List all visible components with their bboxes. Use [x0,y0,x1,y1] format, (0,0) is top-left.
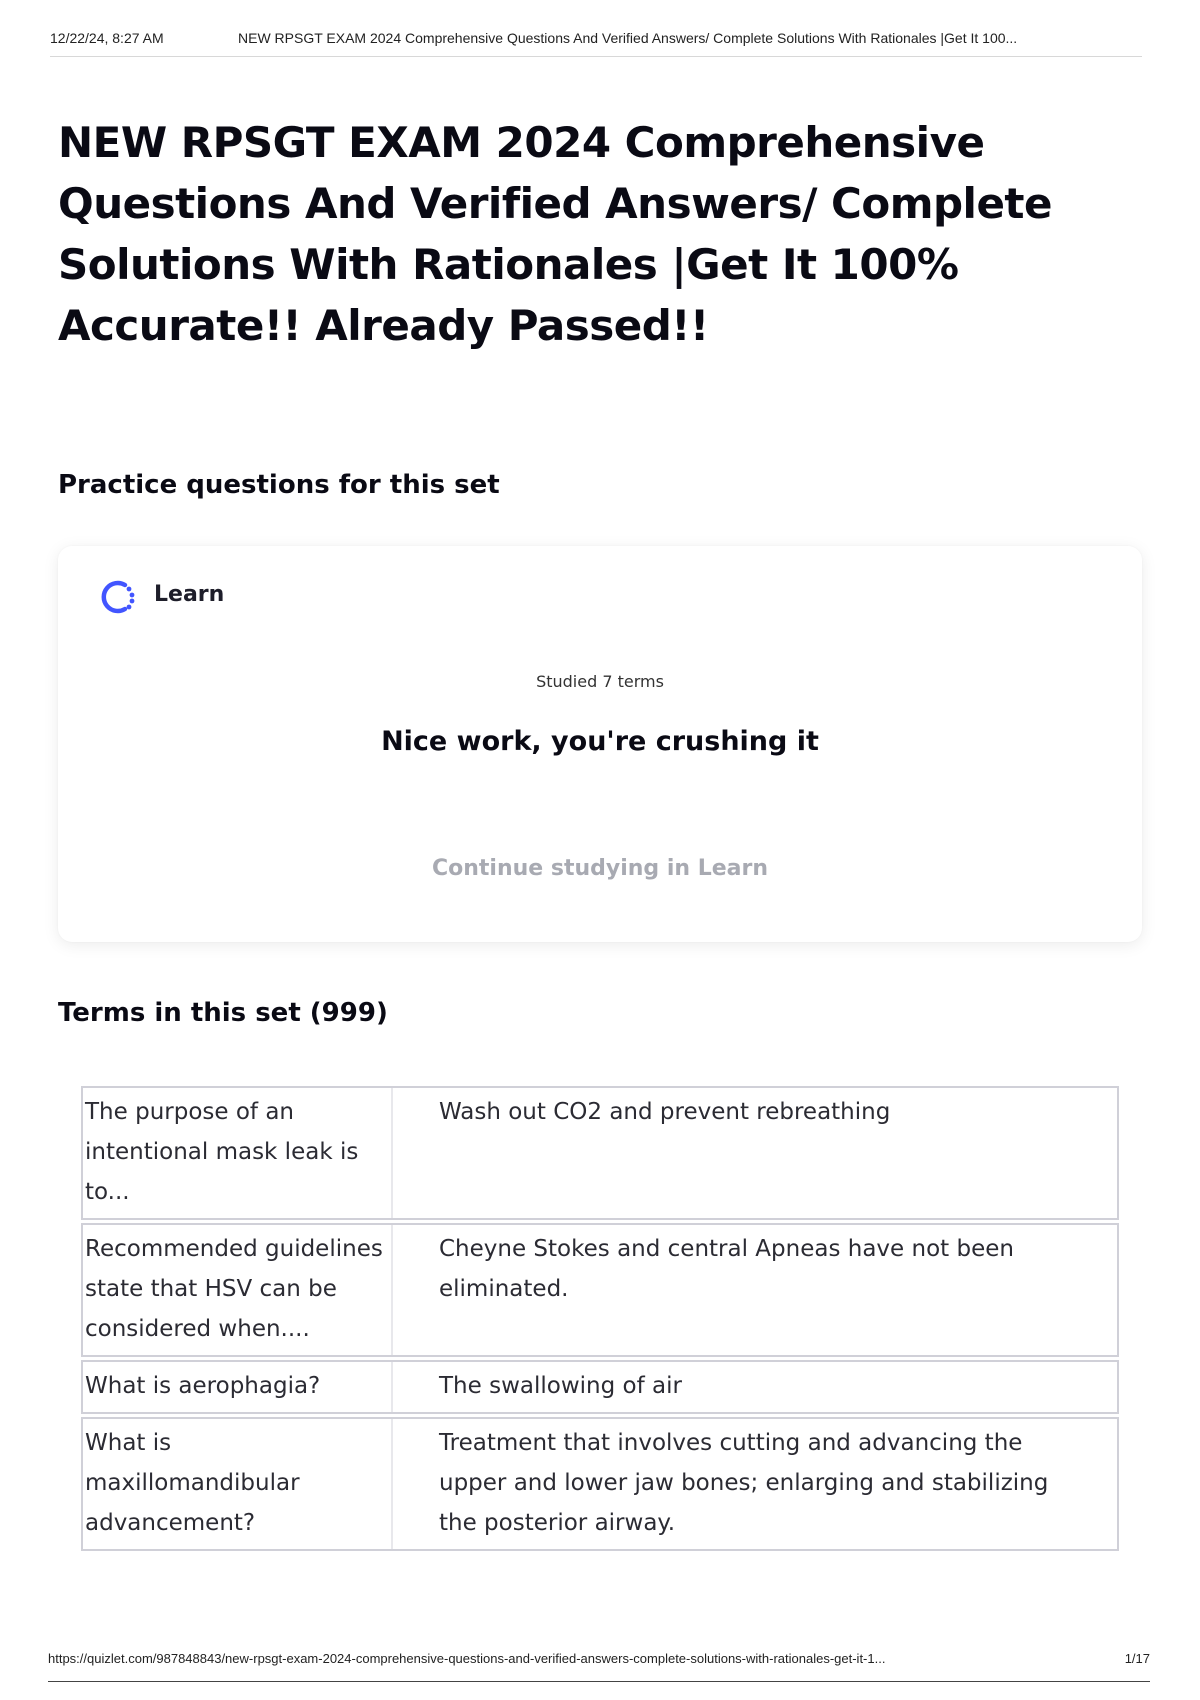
definition-text: Wash out CO2 and prevent rebreathing [439,1099,891,1125]
studied-count: Studied 7 terms [536,672,664,691]
terms-heading: Terms in this set (999) [58,998,388,1028]
learn-card[interactable] [58,546,1142,942]
print-doc-title: NEW RPSGT EXAM 2024 Comprehensive Questions And Verified Answers/ Complete Solutions With Rationales |Get It 100... [238,30,1018,46]
definition-text: Cheyne Stokes and central Apneas have not been eliminated. [439,1236,1014,1302]
page-url: https://quizlet.com/987848843/new-rpsgt-exam-2024-comprehensive-questions-and-verified-answers-complete-solutions-with-rationales-get-it-1... [48,1651,886,1666]
practice-heading: Practice questions for this set [58,470,500,500]
progress-headline: Nice work, you're crushing it [381,726,819,757]
definition-text: Treatment that involves cutting and advancing the upper and lower jaw bones; enlarging and stabilizing the posterior airway. [439,1430,1049,1536]
definition-text: The swallowing of air [439,1373,682,1399]
print-footer [48,1651,1150,1682]
terms-table [81,1086,1119,1554]
page-number: 1/17 [1124,1651,1150,1666]
term-text: What is maxillomandibular advancement? [83,1419,393,1549]
page-title: NEW RPSGT EXAM 2024 Comprehensive Questions And Verified Answers/ Complete Solutions With Rationales |Get It 100% Accurate!! Already Passed!! [58,118,1052,350]
term-row [81,1417,1119,1551]
term-text: The purpose of an intentional mask leak is to... [83,1088,393,1218]
print-date: 12/22/24, 8:27 AM [50,30,164,46]
continue-learn-button[interactable]: Continue studying in Learn [431,856,768,881]
term-row [81,1223,1119,1357]
term-text: What is aerophagia? [83,1362,393,1412]
learn-progress-icon [96,575,140,619]
term-row [81,1086,1119,1220]
term-text: Recommended guidelines state that HSV can be considered when.... [83,1225,393,1355]
term-row [81,1360,1119,1414]
print-header [50,28,1142,57]
learn-label: Learn [154,582,225,607]
